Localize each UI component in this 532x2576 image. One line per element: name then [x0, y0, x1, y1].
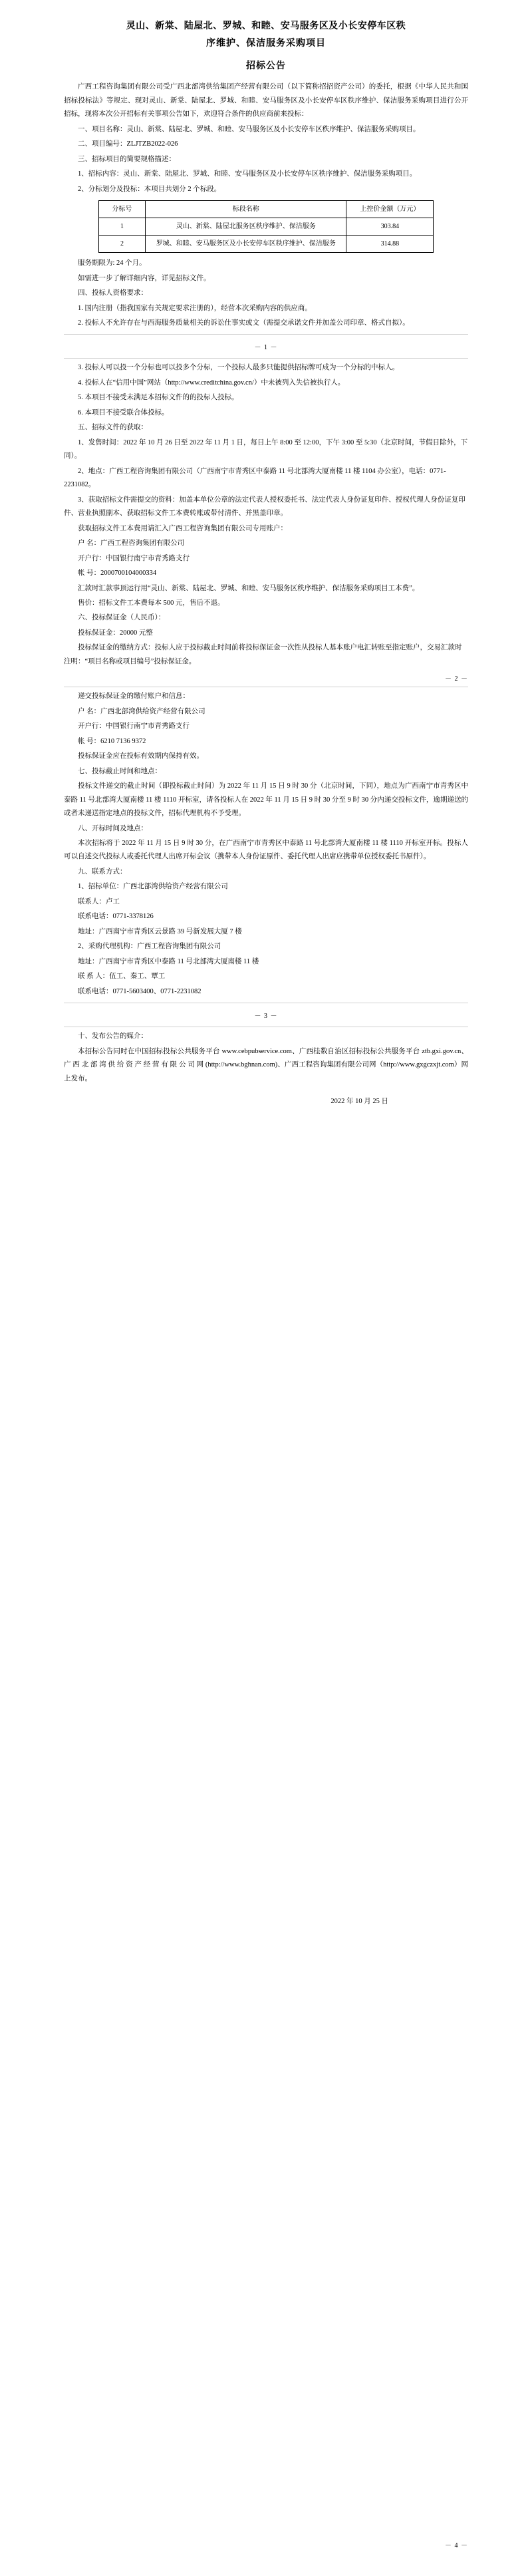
more-info-note: 如需进一步了解详细内容，详见招标文件。 — [78, 274, 211, 282]
qualification-item-5: 5. 本项目不接受未满足本招标文件的的投标人投标。 — [78, 394, 239, 402]
submit-body: 投标文件递交的截止时间（即投标截止时间）为 2022 年 11 月 15 日 9 时 30 分（北京时间，下同），地点为广西南宁市青秀区中泰路 11 号北部湾大厦南楼 11 楼 1110 开标室，请各投标人在 2022 年 11 月 15 日 9 时 30 分至 9 时 30 分内递交投标文件，逾期递送的或者未递送指定地点的投标文件，招标代理机构不予受理。 — [64, 782, 468, 818]
docs-account-number: 帐 号：2000700104000334 — [78, 569, 157, 577]
docs-account-bank: 开户行：中国银行南宁市青秀路支行 — [78, 554, 190, 562]
table-header-amount: 上控价金额（万元） — [346, 201, 434, 218]
page-subtitle: 招标公告 — [246, 61, 286, 71]
table-cell-lot-no: 1 — [98, 218, 146, 236]
section-project-code-heading: 二、项目编号： — [78, 140, 127, 148]
section-docs-heading: 五、招标文件的获取： — [78, 424, 148, 432]
contact-1-phone: 联系电话：0771-3378126 — [78, 913, 154, 921]
contact-1-person: 联系人：卢工 — [78, 897, 120, 905]
qualification-item-2: 2. 投标人不允许存在与西海服务质量相关的诉讼仕事实或文（需提交承诺文件并加盖公司印章、格式自拟）。 — [78, 319, 410, 327]
page-mark-1: － 1 － — [254, 344, 278, 352]
deposit-method: 投标保证金的缴纳方式：投标人应于投标截止时间前将投标保证金一次性从投标人基本账户电汇转账至指定账户，交易汇款时注明：“项目名称或项目编号”投标保证金。 — [64, 644, 462, 665]
qualification-item-4: 4. 投标人在“信用中国”网站（http://www.creditchina.gov.cn/）中未被列入失信被执行人。 — [78, 379, 345, 387]
page-break-rule-1b — [64, 358, 468, 359]
section-project-name — [64, 123, 468, 136]
section-project-name-heading: 一、项目名称： — [78, 125, 127, 133]
section-open-heading: 八、开标时间及地点： — [78, 824, 148, 832]
deposit-amount: 投标保证金：20000 元整 — [78, 629, 153, 637]
deposit-account-name: 户 名：广西北部湾供给资产经营有限公司 — [78, 707, 205, 715]
deposit-account-number: 帐 号：6210 7136 9372 — [78, 737, 146, 745]
qualification-item-1: 1. 国内注册（指我国家有关规定要求注册的），经营本次采购内容的供应商。 — [78, 304, 312, 312]
docs-remit-note: 汇款时汇款事顶运行用“灵山、新棠、陆屋北、罗城、和睦、安马服务区秩序维护、保洁服务采购项目工本费”。 — [78, 584, 420, 592]
section-project-name-body: 灵山、新棠、陆屋北、罗城、和睦、安马服务区及小长安停车区秩序维护、保洁服务采购项目。 — [126, 125, 420, 133]
qualification-item-6: 6. 本项目不接受联合体投标。 — [78, 408, 169, 416]
intro-paragraph: 广西工程咨询集团有限公司受广西北部湾供给集团产经营有限公司（以下简称招招资产公司）的委托，根据《中华人民共和国招标投标法》等规定、现对灵山、新棠、陆屋北、罗城、和睦、安马服务区及小长安停车区秩序维护、保洁服务采购项目进行公开招标，现将本次公开招标有关事项公告如下，欢迎符合条件的供应商前来投标： — [64, 83, 468, 118]
docs-item-3: 3、获取招标文件需提交的资料：加盖本单位公章的法定代表人授权委托书、法定代表人身份证复印件、授权代理人身份证复印件、营业执照副本、获取招标文件工本费转账或带付清件、并黑盖印章。 — [64, 496, 466, 518]
page-title-line2: 序维护、保洁服务采购项目 — [206, 38, 326, 49]
docs-account-note: 获取招标文件工本费用请汇入广西工程咨询集团有限公司专用账户： — [78, 524, 287, 532]
page-mark-2: － 2 － — [445, 675, 468, 683]
section-publish-heading: 十、发布公告的媒介： — [78, 1033, 148, 1041]
table-cell-lot-no: 2 — [98, 236, 146, 253]
docs-price-note: 售价：招标文件工本费每本 500 元，售后不退。 — [78, 599, 225, 607]
page-break-rule-1 — [64, 334, 468, 335]
qualification-item-3: 3. 投标人可以投一个分标也可以投多个分标，一个投标人最多只能提供招标牌可成为一个分标的中标人。 — [78, 364, 399, 372]
table-header-lot-no: 分标号 — [98, 201, 146, 218]
service-period: 服务期限为: 24 个月。 — [78, 259, 146, 267]
contact-1-address: 地址：广西南宁市青秀区云景路 39 号新发展大厦 7 楼 — [78, 927, 242, 935]
page-title-line1: 灵山、新棠、陆屋北、罗城、和睦、安马服务区及小长安停车区秩 — [126, 21, 406, 31]
table-row — [98, 218, 434, 236]
section-qualification-heading: 四、投标人资格要求： — [78, 289, 148, 297]
section-deposit-heading: 六、投标保证金（人民币）： — [78, 614, 166, 622]
table-header-lot-name: 标段名称 — [146, 201, 346, 218]
deposit-validity-note: 投标保证金应在投标有效期内保持有效。 — [78, 752, 203, 760]
section-spec-item-2: 2、分标划分及投标：本项目共划分 2 个标段。 — [78, 185, 221, 193]
contact-2-phone: 联系电话：0771-5603400、0771-2231082 — [78, 987, 201, 995]
deposit-account-bank: 开户行：中国银行南宁市青秀路支行 — [78, 723, 190, 730]
page-mark-4: － 4 － — [445, 2542, 468, 2549]
section-spec-heading: 三、招标项目的简要规格描述： — [78, 155, 176, 163]
section-project-code — [64, 138, 468, 151]
lot-table — [98, 200, 434, 253]
publish-date: 2022 年 10 月 25 日 — [331, 1098, 388, 1106]
table-header-row — [98, 201, 434, 218]
open-body: 本次招标将于 2022 年 11 月 15 日 9 时 30 分，在广西南宁市青秀区中泰路 11 号北部湾大厦南楼 11 楼 1110 开标室开标。投标人可以自述交代投标人或委托代理人出席开标会议（携带本人身份证原件、委托代理人出席应携带单位授权委托书原件）。 — [64, 840, 468, 861]
contact-2-title: 2、采购代理机构：广西工程咨询集团有限公司 — [78, 943, 221, 951]
table-cell-amount: 303.84 — [346, 218, 434, 236]
docs-item-2: 2、地点：广西工程咨询集团有限公司（广西南宁市青秀区中泰路 11 号北部湾大厦南楼 11 楼 1104 办公室），电话：0771-2231082。 — [64, 467, 446, 489]
table-row — [98, 236, 434, 253]
contact-1-title: 1、招标单位：广西北部湾供给资产经营有限公司 — [78, 883, 228, 891]
table-cell-lot-name: 灵山、新棠、陆屋北服务区秩序维护、保洁服务 — [146, 218, 346, 236]
contact-2-person: 联 系 人：伍工、秦工、覃工 — [78, 973, 166, 981]
section-contact-heading: 九、联系方式： — [78, 868, 127, 876]
table-cell-lot-name: 罗城、和睦、安马服务区及小长安停车区秩序维护、保洁服务 — [146, 236, 346, 253]
contact-2-address: 地址：广西南宁市青秀区中泰路 11 号北部湾大厦南楼 11 楼 — [78, 957, 259, 965]
deposit-account-heading: 递交投标保证金的缴付账户和信息： — [78, 693, 190, 701]
docs-item-1: 1、发售时间：2022 年 10 月 26 日至 2022 年 11 月 1 日，每日上午 8:00 至 12:00，下午 3:00 至 5:30（北京时间，节假日除外，下同）。 — [64, 438, 468, 460]
section-spec-item-1: 1、招标内容：灵山、新棠、陆屋北、罗城、和睦、安马服务区及小长安停车区秩序维护、保洁服务采购项目。 — [78, 170, 417, 178]
section-submit-heading: 七、投标截止时间和地点： — [78, 767, 162, 775]
page-mark-3: － 3 － — [254, 1013, 278, 1021]
section-project-code-body: ZLJTZB2022-026 — [126, 140, 178, 148]
table-cell-amount: 314.88 — [346, 236, 434, 253]
docs-account-name: 户 名：广西工程咨询集团有限公司 — [78, 540, 185, 548]
publish-body: 本招标公告同时在中国招标投标公共服务平台 www.cebpubservice.com、广西桂数自治区招标投标公共服务平台 ztb.gxi.gov.cn、广 西 北 部 湾 供 给 资 产 经 营 有 限 公 司 网 (http://www.bghnan.com)、广西工程咨询集团有限公司网（http://www.gxgczxjt.com）网上发布。 — [64, 1047, 468, 1082]
